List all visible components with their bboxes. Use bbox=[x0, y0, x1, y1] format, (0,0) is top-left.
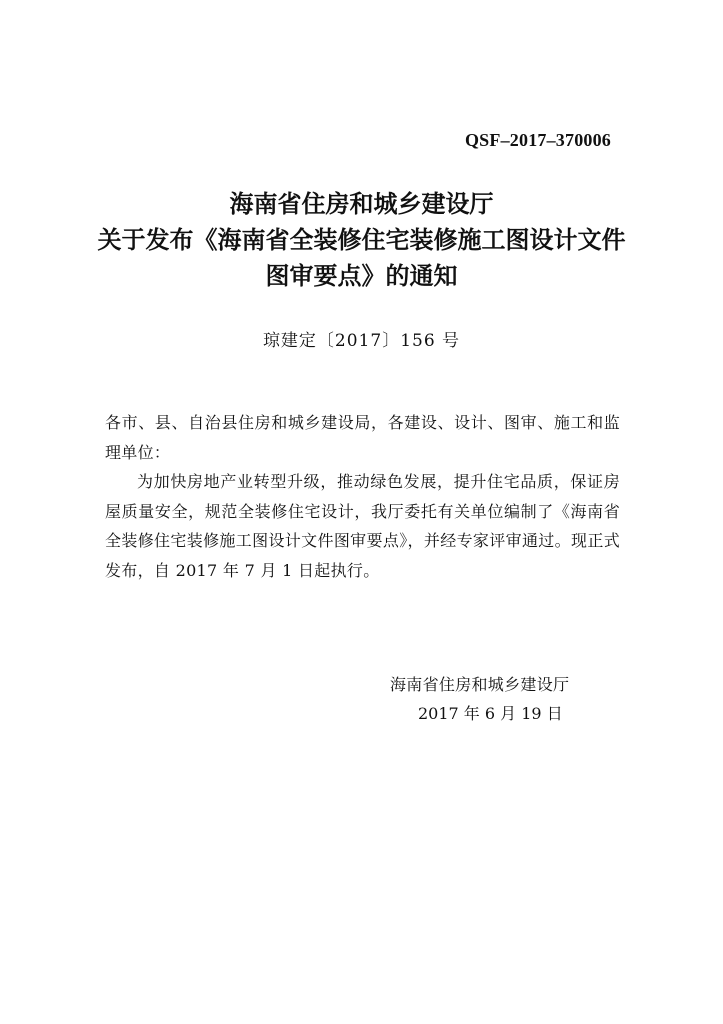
document-code: QSF–2017–370006 bbox=[464, 130, 611, 150]
addressee: 各市、县、自治县住房和城乡建设局，各建设、设计、图审、施工和监理单位： bbox=[105, 413, 620, 462]
signature-date: 2017 年 6 月 19 日 bbox=[418, 704, 563, 723]
title-line-2: 关于发布《海南省全装修住宅装修施工图设计文件 bbox=[97, 225, 626, 254]
signature-block bbox=[390, 670, 605, 728]
title-line-3: 图审要点》的通知 bbox=[265, 261, 458, 290]
document-title bbox=[0, 186, 723, 294]
signature-org: 海南省住房和城乡建设厅 bbox=[390, 675, 570, 694]
issue-number: 琼建定〔2017〕156 号 bbox=[262, 331, 461, 351]
body-paragraph: 为加快房地产业转型升级，推动绿色发展，提升住宅品质，保证房屋质量安全，规范全装修住宅设计，我厅委托有关单位编制了《海南省全装修住宅装修施工图设计文件图审要点》，并经专家评审通过。现正式发布，自 2017 年 7 月 1 日起执行。 bbox=[105, 472, 620, 580]
document-body bbox=[105, 408, 620, 585]
title-line-1: 海南省住房和城乡建设厅 bbox=[229, 189, 494, 218]
